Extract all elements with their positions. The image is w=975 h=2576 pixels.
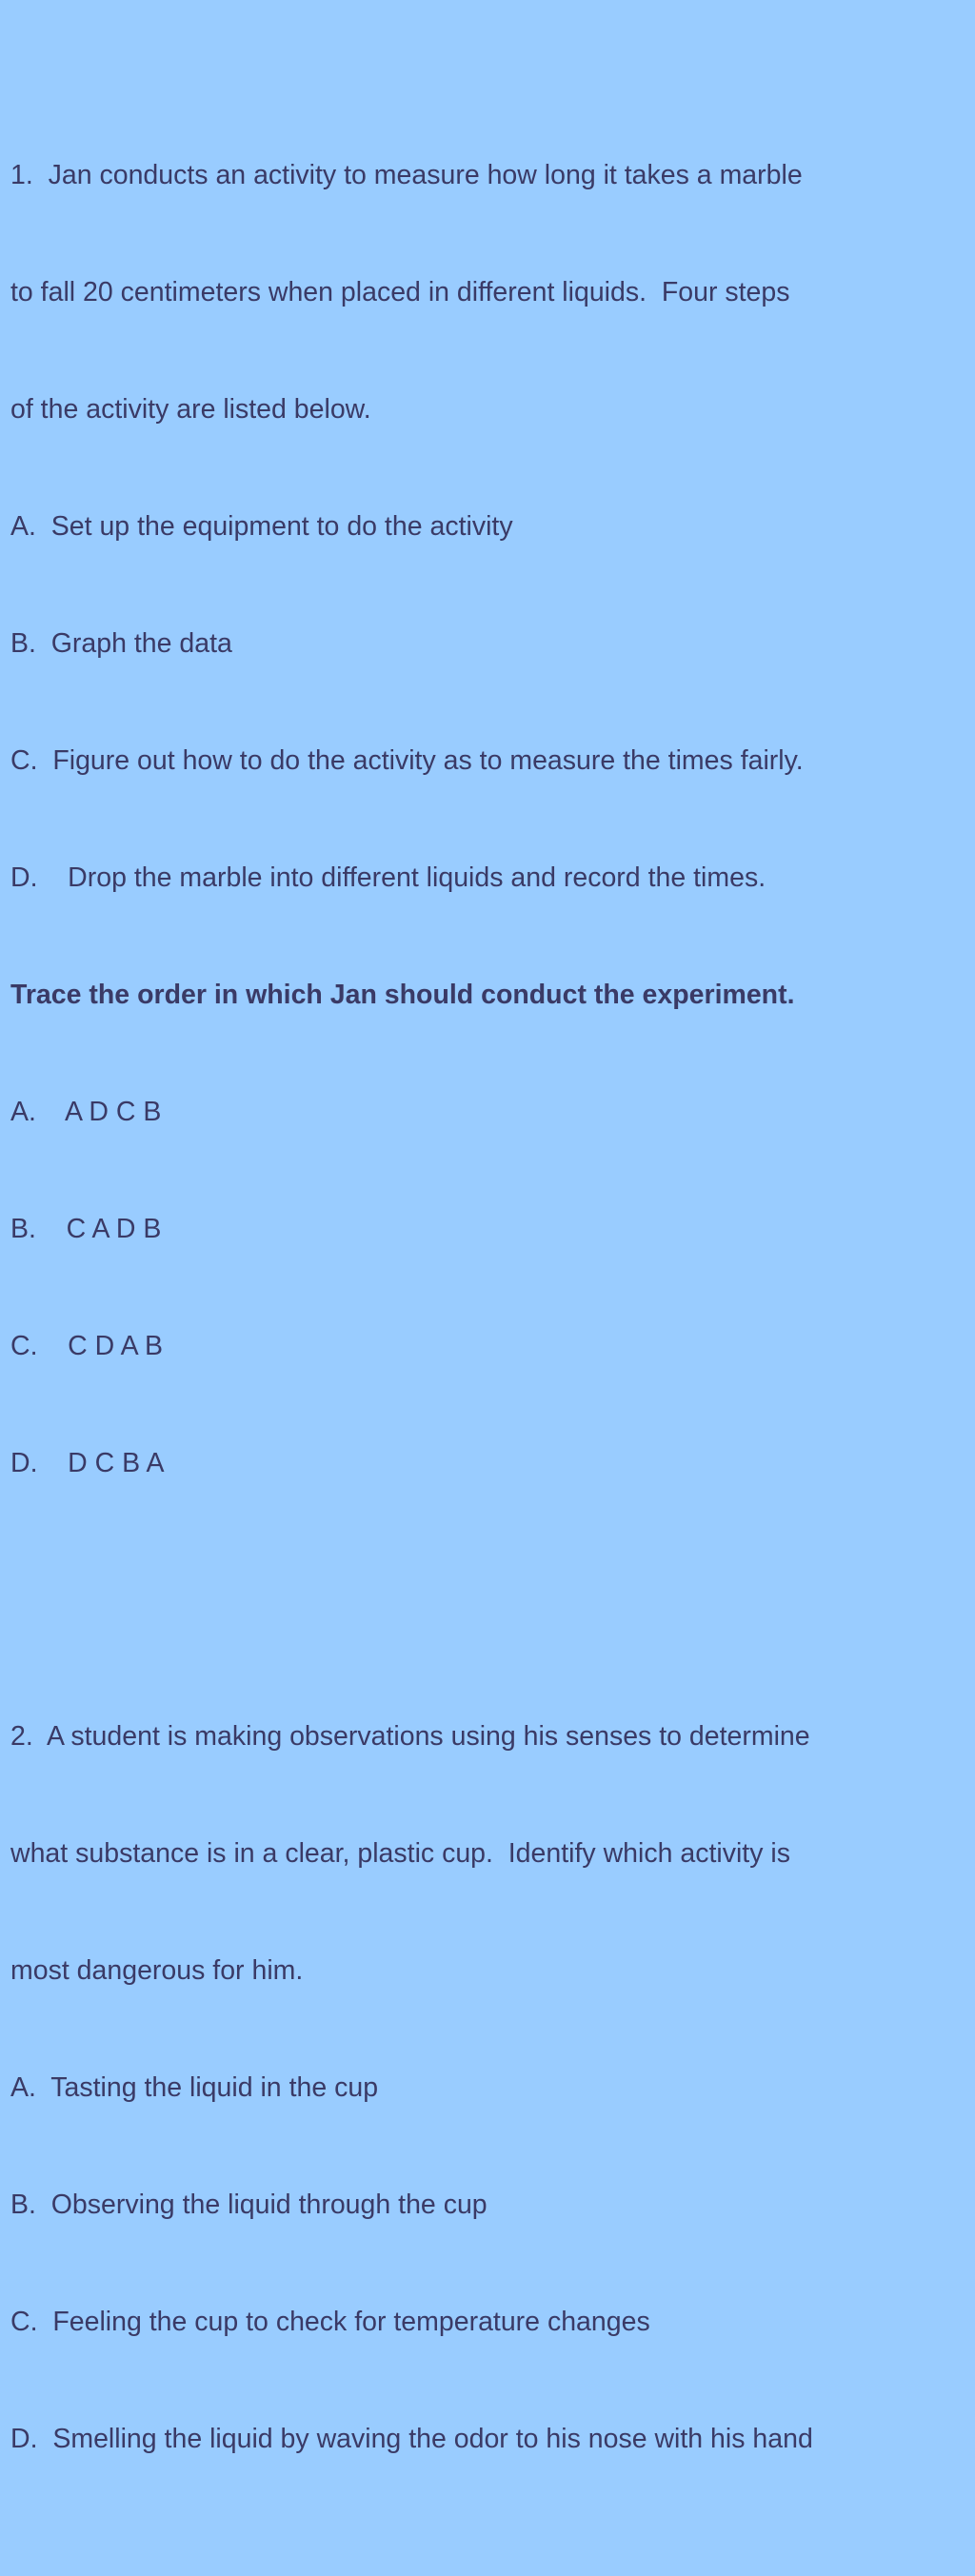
question-1 bbox=[10, 78, 975, 1561]
question-2-choice-a: A. Tasting the liquid in the cup bbox=[10, 2072, 379, 2103]
question-2-stem-line: 2. A student is making observations using his senses to determine bbox=[10, 1721, 810, 1752]
step-d: D. Drop the marble into different liquids and record the times. bbox=[10, 862, 766, 893]
question-2-choice-c: C. Feeling the cup to check for temperature changes bbox=[10, 2307, 650, 2337]
question-1-choice-a: A. A D C B bbox=[10, 1097, 162, 1127]
question-2-stem-line: most dangerous for him. bbox=[10, 1955, 304, 1986]
question-1-stem-line: of the activity are listed below. bbox=[10, 394, 371, 425]
question-1-stem-line: to fall 20 centimeters when placed in different liquids. Four steps bbox=[10, 277, 790, 307]
step-b: B. Graph the data bbox=[10, 628, 232, 659]
question-1-choice-d: D. D C B A bbox=[10, 1448, 165, 1478]
question-1-prompt: Trace the order in which Jan should conduct the experiment. bbox=[10, 980, 795, 1010]
question-1-stem-line: 1. Jan conducts an activity to measure how long it takes a marble bbox=[10, 160, 803, 190]
step-a: A. Set up the equipment to do the activity bbox=[10, 511, 513, 542]
question-2-choice-d: D. Smelling the liquid by waving the odor to his nose with his hand bbox=[10, 2424, 813, 2454]
slide-content bbox=[10, 0, 975, 2454]
question-1-choice-b: B. C A D B bbox=[10, 1214, 162, 1244]
step-c: C. Figure out how to do the activity as to measure the times fairly. bbox=[10, 745, 804, 776]
question-2-choice-b: B. Observing the liquid through the cup bbox=[10, 2190, 488, 2220]
question-2-stem-line: what substance is in a clear, plastic cup. Identify which activity is bbox=[10, 1838, 790, 1869]
question-2 bbox=[10, 1639, 975, 2537]
question-1-choice-c: C. C D A B bbox=[10, 1331, 163, 1361]
